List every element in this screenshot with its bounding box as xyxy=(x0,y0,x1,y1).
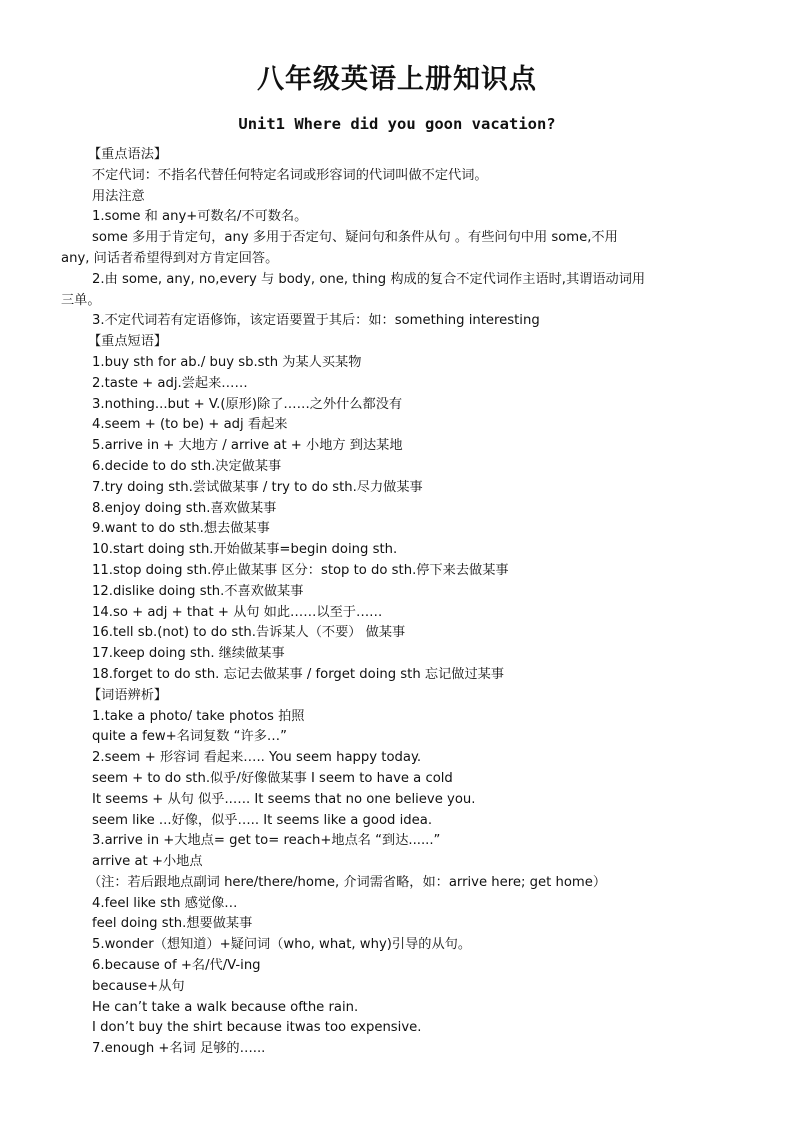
text-line xyxy=(0,519,794,540)
line-text: 2.由 some, any, no,every 与 body, one, thing 构成的复合不定代词作主语时,其谓语动词用 xyxy=(92,271,646,287)
line-text: 1.buy sth for ab./ buy sb.sth 为某人买某物 xyxy=(92,354,362,370)
text-line xyxy=(0,852,794,873)
text-line xyxy=(0,956,794,977)
text-line xyxy=(0,644,794,665)
text-line xyxy=(0,998,794,1019)
line-text: 12.dislike doing sth.不喜欢做某事 xyxy=(92,583,304,599)
text-line xyxy=(0,873,794,894)
line-text: 10.start doing sth.开始做某事=begin doing sth. xyxy=(92,542,398,558)
line-text: It seems + 从句 似乎..…. It seems that no one believe you. xyxy=(92,791,476,807)
line-text: 16.tell sb.(not) to do sth.告诉某人（不要） 做某事 xyxy=(92,625,406,641)
line-text: some 多用于肯定句，any 多用于否定句、疑问句和条件从句 。有些问句中用 some,不用 xyxy=(92,230,618,246)
text-line xyxy=(0,1039,794,1060)
line-text: He can’t take a walk because ofthe rain. xyxy=(92,999,359,1015)
line-text: 18.forget to do sth. 忘记去做某事 / forget doing sth 忘记做过某事 xyxy=(92,666,505,682)
text-line xyxy=(0,977,794,998)
unit-title: Unit1 Where did you goon vacation? xyxy=(238,115,556,133)
line-text: 2.seem + 形容词 看起来….. You seem happy today. xyxy=(92,750,422,766)
text-line xyxy=(0,769,794,790)
text-line xyxy=(0,395,794,416)
line-text: 7.enough +名词 足够的…... xyxy=(92,1041,266,1057)
text-line xyxy=(0,374,794,395)
text-line xyxy=(0,665,794,686)
line-text: 8.enjoy doing sth.喜欢做某事 xyxy=(92,500,277,516)
line-text: 2.taste + adj.尝起来…… xyxy=(92,375,248,391)
text-line xyxy=(0,727,794,748)
text-line xyxy=(0,478,794,499)
text-line xyxy=(0,707,794,728)
text-line xyxy=(0,914,794,935)
line-text: 【重点短语】 xyxy=(88,334,168,350)
section-heading xyxy=(0,145,794,166)
line-text: 【词语辨析】 xyxy=(88,687,168,703)
text-line xyxy=(0,415,794,436)
page-title: 八年级英语上册知识点 xyxy=(257,64,537,95)
line-text: 3.arrive in +大地点= get to= reach+地点名 “到达......” xyxy=(92,833,441,849)
line-text: 3.nothing...but + V.(原形)除了……之外什么都没有 xyxy=(92,396,403,412)
line-text: 三单。 xyxy=(61,292,101,308)
text-line xyxy=(0,1018,794,1039)
text-line xyxy=(0,894,794,915)
text-line xyxy=(0,166,794,187)
line-text: arrive at +小地点 xyxy=(92,854,203,870)
line-text: 5.arrive in + 大地方 / arrive at + 小地方 到达某地 xyxy=(92,438,403,454)
line-text: 1.take a photo/ take photos 拍照 xyxy=(92,708,305,724)
line-text: because+从句 xyxy=(92,978,185,994)
line-text: feel doing sth.想要做某事 xyxy=(92,916,253,932)
line-text: 6.decide to do sth.决定做某事 xyxy=(92,458,282,474)
line-text: 7.try doing sth.尝试做某事 / try to do sth.尽力做某事 xyxy=(92,479,423,495)
section-heading xyxy=(0,332,794,353)
line-text: 用法注意 xyxy=(92,188,145,204)
line-text: 【重点语法】 xyxy=(88,147,168,162)
line-text: 9.want to do sth.想去做某事 xyxy=(92,521,270,537)
line-text: （注：若后跟地点副词 here/there/home, 介词需省略，如：arrive here; get home） xyxy=(88,874,607,890)
text-line xyxy=(0,499,794,520)
line-text: 14.so + adj + that + 从句 如此……以至于…… xyxy=(92,604,383,620)
line-text: quite a few+名词复数 “许多…” xyxy=(92,729,287,745)
text-line xyxy=(0,603,794,624)
text-line xyxy=(0,457,794,478)
text-line xyxy=(0,311,794,332)
text-line xyxy=(0,291,794,312)
line-text: 4.feel like sth 感觉像… xyxy=(92,895,238,911)
text-line xyxy=(0,811,794,832)
text-line xyxy=(0,270,794,291)
line-text: any, 问话者希望得到对方肯定回答。 xyxy=(61,250,279,266)
text-line xyxy=(0,353,794,374)
text-line xyxy=(0,623,794,644)
line-text: I don’t buy the shirt because itwas too expensive. xyxy=(92,1020,422,1036)
text-line xyxy=(0,540,794,561)
text-line xyxy=(0,436,794,457)
line-text: 不定代词：不指名代替任何特定名词或形容词的代词叫做不定代词。 xyxy=(92,167,488,183)
line-text: seem + to do sth.似乎/好像做某事 I seem to have a cold xyxy=(92,770,453,786)
line-text: 11.stop doing sth.停止做某事 区分：stop to do sth.停下来去做某事 xyxy=(92,562,509,578)
text-line xyxy=(0,831,794,852)
line-text: 17.keep doing sth. 继续做某事 xyxy=(92,646,285,662)
text-line xyxy=(0,935,794,956)
text-line xyxy=(0,228,794,249)
text-line xyxy=(0,561,794,582)
text-line xyxy=(0,187,794,208)
text-line xyxy=(0,582,794,603)
text-line xyxy=(0,748,794,769)
text-line xyxy=(0,790,794,811)
section-heading xyxy=(0,686,794,707)
line-text: 5.wonder（想知道）+疑问词（who, what, why)引导的从句。 xyxy=(92,937,472,953)
document-body xyxy=(0,145,794,1060)
line-text: 4.seem + (to be) + adj 看起来 xyxy=(92,417,288,433)
line-text: 6.because of +名/代/V-ing xyxy=(92,958,261,974)
line-text: seem like ...好像，似乎….. It seems like a good idea. xyxy=(92,812,433,828)
line-text: 1.some 和 any+可数名/不可数名。 xyxy=(92,209,308,225)
text-line xyxy=(0,249,794,270)
text-line xyxy=(0,207,794,228)
line-text: 3.不定代词若有定语修饰，该定语要置于其后：如：something interesting xyxy=(92,313,540,329)
